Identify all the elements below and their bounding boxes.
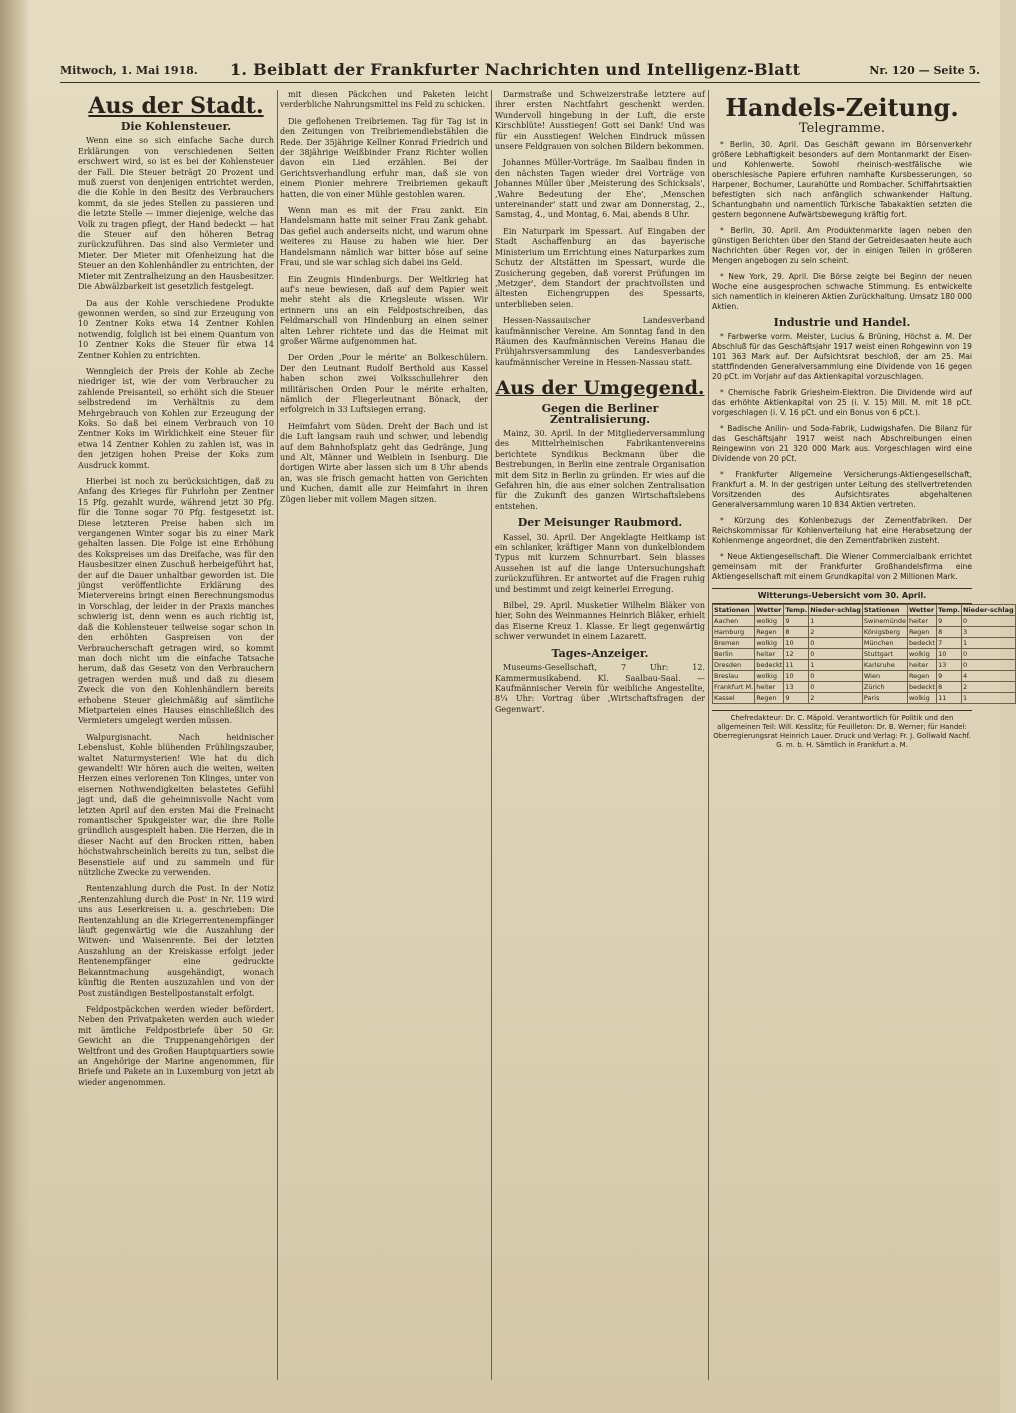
- weather-row: [713, 649, 1016, 660]
- weather-cell: 1: [809, 660, 863, 671]
- weather-cell: 3: [961, 627, 1015, 638]
- header-title: 1. Beiblatt der Frankfurter Nachrichten und Intelligenz-Blatt: [230, 60, 801, 79]
- article-paragraph: Die geflohenen Treibriemen. Tag für Tag ist in den Zeitungen von Treibriemendiebstählen die Rede. Der 35jährige Kellner Konrad Friedrich und der 38jährige Weißbinder Franz Richter wollen davon ein Lied erzählen. Bei der Gerichtsverhandlung erfuhr man, daß sie von einem Pionier mehrere Treibriemen gekauft hatten, die von einer Mühle gestohlen waren.: [280, 116, 488, 199]
- article-heading: Der Meisunger Raubmord.: [517, 516, 683, 530]
- weather-cell: 12: [784, 649, 809, 660]
- weather-cell: 8: [784, 627, 809, 638]
- article-paragraph: Feldpostpäckchen werden wieder befördert. Neben den Privatpaketen werden auch wieder mit ämtliche Feldpostbriefe über 50 Gr. Gewicht an die Truppenangehörigen der Weltfront und des Großen Hauptquartiers sowie an Angehörige der Marine angenommen, für Briefe und Pakete an in Luxemburg von jetzt ab wieder angenommen.: [78, 1004, 275, 1087]
- weather-cell: 0: [809, 638, 863, 649]
- weather-cell: 9: [937, 671, 962, 682]
- weather-cell: 13: [784, 682, 809, 693]
- weather-cell: Stuttgart: [862, 649, 907, 660]
- weather-cell: Frankfurt M.: [714, 683, 754, 691]
- weather-cell: 0: [809, 649, 863, 660]
- article-paragraph: Hierbei ist noch zu berücksichtigen, daß zu Anfang des Krieges für Fuhrlohn per Zentner 15 Pfg. gezahlt wurde, während jetzt 30 Pfg. für die Tonne sogar 70 Pfg. festgesetzt ist. Diese letzteren Preise haben sich im vergangenen Winter sogar bis zu einer Mark gehalten lassen. Die Folge ist eine Erhöhung des Kokspreises um das Dreifache, was für den Hausbesitzer einen Zuschuß herbeigeführt hat, der auf die Dauer unhaltbar geworden ist. Die jüngst veröffentlichte Erklärung des Mietervereins bringt einen Berechnungsmodus in Vorschlag, der leider in der Praxis manches schwierig ist, denn wenn es auch richtig ist, daß die Kohlensteuer teilweise sogar schon in den erhöhten Gaspreisen von der Verbraucherschaft getragen wird, so kommt man doch nicht um die einfache Tatsache herum, daß das Gesetz von den Verbrauchern getragen werden muß und daß zu diesem Zweck die von den Kohlenhändlern bereits erhobene Steuer gleichmäßig auf sämtliche Mietparteien eines Hauses einschließlich des Vermieters umgelegt werden müssen.: [78, 477, 274, 726]
- article-paragraph: Wenn man es mit der Frau zankt. Ein Handelsmann hatte mit seiner Frau Zank gehabt. Das gefiel auch anderseits nicht, und warum ohne weiteres zu Hause zu haben wie hier. Der Handelsmann nämlich war bitter böse auf seine Frau, und sie war schlag sich dabei ins Geld.: [280, 206, 488, 268]
- weather-cell: bedeckt: [908, 683, 936, 691]
- weather-cell: Bremen: [713, 638, 755, 649]
- article-paragraph: Der Orden ‚Pour le mérite' an Bolkeschülern. Der den Leutnant Rudolf Berthold aus Kassel haben schon zwei Volksschullehrer den militärischen Orden Pour le mérite erhalten, nämlich der Fliegerleutnant Bönack, der erfolgreich in 33 Luftsiegen errang.: [280, 353, 488, 415]
- weather-cell: 10: [784, 638, 809, 649]
- weather-cell: bedeckt: [756, 661, 783, 669]
- weather-header-cell: Wetter: [907, 605, 936, 616]
- column-business-news: [712, 90, 1014, 1380]
- column-region-news: [495, 90, 705, 1380]
- weather-cell: 2: [961, 682, 1015, 693]
- business-subtitle: Telegramme.: [799, 121, 885, 136]
- weather-row: [713, 693, 1016, 704]
- article-paragraph: Wenn eine so sich einfache Sache durch Erklärungen von verschiedenen Seiten erschwert wird, so ist es bei der Kohlensteuer der Fall. Die Steuer beträgt 20 Prozent und muß zuerst von denjenigen entrichtet werden, die die Kohle in den Besitz des Verbrauchers kommt, da sie jedes Stellen zu passieren und die letzte Stelle — immer diejenige, welche das Volk zu tragen pflegt, der Hand bedeckt — hat die Steuer auf den höheren Betrag zurückzuführen. Das sind also Vermieter und Mieter. Der Mieter mit Ofenheizung hat die Steuer an den Kohlenhändler zu entrichten, der Mieter mit Zentralheizung an den Hausbesitzer. Die Abwälzbarkeit ist gesetzlich festgelegt.: [78, 136, 274, 292]
- weather-header-cell: Stationen: [713, 605, 755, 616]
- weather-cell: Königsberg: [862, 627, 907, 638]
- article-heading: Gegen die Berliner Zentralisierung.: [541, 402, 659, 426]
- weather-cell: 8: [937, 682, 962, 693]
- section-heading: Aus der Umgegend.: [495, 377, 705, 400]
- weather-cell: 10: [937, 649, 962, 660]
- weather-cell: 1: [961, 693, 1015, 704]
- article-paragraph: * Berlin, 30. April. Das Geschäft gewann im Börsenverkehr größere Lebhaftigkeit besonders auf dem Montanmarkt der Eisen- und Kohlenwerte. Sowohl rheinisch-westfälische wie oberschlesische Papiere erfuhren namhafte Kursbesserungen, so Harpener, Bochumer, Laurahütte und Rombacher. Schiffahrtsaktien befestigten sich nach anfänglich schwankender Haltung. Schantungbahn und namentlich Türkische Tabakaktien setzten die gestern begonnene Aufwärtsbewegung kräftig fort.: [712, 140, 972, 219]
- weather-cell: Dresden: [713, 660, 755, 671]
- weather-cell: Regen: [755, 627, 784, 638]
- article-paragraph: Rentenzahlung durch die Post. In der Notiz ‚Rentenzahlung durch die Post' in Nr. 119 wird uns aus Leserkreisen u. a. geschrieben: Die Rentenzahlung an die Kriegerrentenempfänger läuft gegenwärtig wie die Auszahlung der Witwen- und Waisenrente. Bei der letzten Auszahlung an der Kreiskasse erfolgt jeder Rentenempfänger eine gedruckte Bekanntmachung ausgehändigt, wonach künftig die Renten auszuzahlen und von der Post zuständigen Bestellpostanstalt erfolgt.: [78, 884, 274, 998]
- article-paragraph: mit diesen Päckchen und Paketen leicht verderbliche Nahrungsmittel ins Feld zu schicken.: [280, 90, 488, 110]
- weather-cell: 8: [937, 627, 962, 638]
- article-paragraph: Mainz, 30. April. In der Mitgliederversammlung des Mittelrheinischen Fabrikantenvereins berichtete Syndikus Beckmann über die Bestrebungen, in Berlin eine zentrale Organisation mit dem Sitz in Berlin zu gründen. Er wies auf die Gefahren hin, die aus einer solchen Zentralisation für die Zukunft des ganzen Wirtschaftslebens entstehen.: [495, 428, 705, 511]
- article-paragraph: Kassel, 30. April. Der Angeklagte Heitkamp ist ein schlanker, kräftiger Mann von dunkelblondem Typus mit kurzem Schnurrbart. Sein blasses Aussehen ist auf die lange Untersuchungshaft zurückzuführen. Er antwortet auf die Fragen ruhig und bestimmt und zeigt keinerlei Erregung.: [495, 532, 705, 594]
- weather-cell: 1: [961, 638, 1015, 649]
- imprint: Chefredakteur: Dr. C. Mäpold. Verantwortlich für Politik und den allgemeinen Teil: Will. Kesslitz; für Feuilleton: Dr. B. Werner; für Handel: Oberregierungsrat Heinrich Lauer. Druck und Verlag: Fr. J. Gollwald Nachf. G. m. b. H. Sämtlich in Frankfurt a. M.: [712, 710, 972, 750]
- weather-cell: Zürich: [862, 682, 907, 693]
- weather-header-cell: Temp.: [938, 606, 960, 614]
- weather-table: [712, 604, 1016, 704]
- weather-row: [713, 616, 1016, 627]
- weather-cell: Paris: [862, 693, 907, 704]
- weather-cell: Swinemünde: [863, 617, 906, 625]
- weather-cell: heiter: [907, 660, 936, 671]
- article-paragraph: Museums-Gesellschaft, 7 Uhr: 12. Kammermusikabend. Kl. Saalbau-Saal. — Kaufmännischer Verein für weibliche Angestellte, 8¼ Uhr: Vortrag über ‚Wirtschaftsfragen der Gegenwart'.: [495, 663, 705, 714]
- article-paragraph: * Neue Aktiengesellschaft. Die Wiener Commercialbank errichtet gemeinsam mit der Frankfurter Großhandelsfirma eine Aktiengesellschaft mit einem Grundkapital von 2 Millionen Mark.: [712, 552, 972, 581]
- business-section-title: Handels-Zeitung.: [725, 93, 959, 122]
- weather-cell: 0: [809, 671, 863, 682]
- weather-cell: heiter: [755, 682, 784, 693]
- page-header: [60, 60, 980, 83]
- weather-header-cell: Nieder-schlag: [962, 606, 1014, 614]
- article-paragraph: * Berlin, 30. April. Am Produktenmarkte lagen neben den günstigen Berichten über den Stand der Getreidesaaten heute auch Nachrichten über Regen vor, der in einigen Teilen in größeren Mengen angebogen zu sein scheint.: [712, 226, 972, 265]
- article-paragraph: Wenngleich der Preis der Kohle ab Zeche niedriger ist, wie der vom Verbraucher zu zahlende Preisanteil, so erhöht sich die Steuer selbstredend im Verhältnis zu dem Mehrgebrauch von Kohlen zur Erzeugung der Koks. So daß bei einem Verbrauch von 10 Zentner Koks im Wirklichkeit eine Steuer für etwa 14 Zentner Kohlen zu zahlen ist, was in den jetzigen hohen Preise der Koks zum Ausdruck kommt.: [78, 366, 274, 470]
- weather-header-cell: Wetter: [755, 605, 784, 616]
- weather-header-cell: Stationen: [862, 605, 907, 616]
- weather-cell: Kassel: [713, 693, 755, 704]
- article-heading: Die Kohlensteuer.: [120, 120, 232, 133]
- weather-row: [713, 671, 1016, 682]
- article-heading: Tages-Anzeiger.: [551, 646, 649, 660]
- article-paragraph: Ein Naturpark im Spessart. Auf Eingaben der Stadt Aschaffenburg an das bayerische Ministerium um Errichtung eines Naturparkes zum Schutz der Altstätten im Spessart, wurde die Zusicherung gegeben, daß vorerst Prüfungen im ‚Metzger', dem Standort der prachtvollsten und ältesten Eichengruppen des Spessarts, unterblieben seien.: [495, 226, 705, 309]
- article-paragraph: * Farbwerke vorm. Meister, Lucius & Brüning, Höchst a. M. Der Abschluß für das Geschäftsjahr 1917 weist einen Rohgewinn von 19 101 363 Mark auf. Der Aufsichtsrat beschloß, der am 25. Mai stattfindenden Generalversammlung eine Dividende von 16 gegen 20 pCt. im Vorjahr auf das Aktienkapital vorzuschlagen.: [712, 332, 972, 381]
- weather-cell: Breslau: [713, 671, 755, 682]
- weather-cell: Hamburg: [713, 627, 755, 638]
- weather-cell: 0: [961, 660, 1015, 671]
- weather-row: [713, 682, 1016, 693]
- weather-cell: Karlsruhe: [862, 660, 907, 671]
- weather-cell: 11: [784, 660, 809, 671]
- weather-cell: 9: [784, 616, 809, 627]
- article-paragraph: * New York, 29. April. Die Börse zeigte bei Beginn der neuen Woche eine ausgesprochen schwache Stimmung. Es entwickelte sich namentlich in kleineren Aktien Zurückhaltung. Umsatz 180 000 Aktien.: [712, 272, 972, 311]
- article-paragraph: Heimfahrt vom Süden. Dreht der Bach und ist die Luft langsam rauh und schwer, und lebendig auf dem Bahnhofsplatz geht das Gedränge, Jung und Alt, Männer und Weiblein in Isenburg. Die dortigen Wirte aber lassen sich um 8 Uhr abends an, was sie frisch gemacht hatten von Gerichten und Kuchen, damit alle zur Heimfahrt in ihren Zügen lieber mit vollem Magen sitzen.: [280, 421, 488, 504]
- header-page-number: Nr. 120 — Seite 5.: [869, 64, 980, 77]
- column-rule: [491, 90, 492, 1380]
- weather-cell: 0: [961, 649, 1015, 660]
- article-paragraph: * Chemische Fabrik Griesheim-Elektron. Die Dividende wird auf das erhöhte Aktienkapital von 25 (i. V. 15) Mill. M. mit 18 pCt. vorgeschlagen (i. V. 16 pCt. und ein Bonus von 6 pCt.).: [712, 388, 972, 417]
- weather-cell: heiter: [907, 616, 936, 627]
- weather-cell: wolkig: [755, 638, 784, 649]
- weather-header-row: [713, 605, 1016, 616]
- column-city-news: [78, 90, 274, 1380]
- weather-cell: 0: [809, 682, 863, 693]
- weather-cell: 11: [937, 693, 962, 704]
- weather-header-cell: Temp.: [785, 606, 808, 614]
- weather-cell: Wien: [862, 671, 907, 682]
- weather-cell: heiter: [755, 649, 784, 660]
- header-date: Mitwoch, 1. Mai 1918.: [60, 64, 198, 77]
- weather-cell: Berlin: [713, 649, 755, 660]
- weather-cell: Regen: [755, 693, 784, 704]
- weather-cell: 0: [961, 616, 1015, 627]
- weather-cell: 2: [809, 627, 863, 638]
- weather-cell: 9: [784, 693, 809, 704]
- weather-cell: 1: [809, 616, 863, 627]
- page-edge-shadow: [0, 0, 30, 1413]
- article-paragraph: Da aus der Kohle verschiedene Produkte gewonnen werden, so sind zur Erzeugung von 10 Zentner Koks etwa 14 Zentner Kohlen notwendig, folglich ist bei einem Quantum von 10 Zentner Koks die Steuer für etwa 14 Zentner Kohlen zu entrichten.: [78, 298, 274, 360]
- article-paragraph: * Badische Anilin- und Soda-Fabrik, Ludwigshafen. Die Bilanz für das Geschäftsjahr 1917 weist nach Abschreibungen einen Reingewinn von 21 320 000 Mark aus. Vorgeschlagen wird eine Dividende von 20 pCt.: [712, 424, 972, 463]
- weather-cell: 13: [937, 660, 962, 671]
- weather-row: [713, 627, 1016, 638]
- article-paragraph: * Kürzung des Kohlenbezugs der Zementfabriken. Der Reichskommissar für Kohlenverteilung hat eine Herabsetzung der Kohlenmenge angeordnet, die den Zementfabriken zusteht.: [712, 516, 972, 545]
- weather-row: [713, 660, 1016, 671]
- weather-cell: wolkig: [755, 671, 784, 682]
- weather-row: [713, 638, 1016, 649]
- weather-cell: 9: [937, 616, 962, 627]
- weather-cell: München: [862, 638, 907, 649]
- column-city-news-continued: [280, 90, 488, 1380]
- column-rule: [708, 90, 709, 1380]
- weather-cell: wolkig: [755, 616, 784, 627]
- article-paragraph: Hessen-Nassauischer Landesverband kaufmännischer Vereine. Am Sonntag fand in den Räumen des Kaufmännischen Vereins Hanau die Frühjahrsversammlung des Landesverbandes kaufmännischer Vereine in Hessen-Nassau statt.: [495, 316, 705, 367]
- article-paragraph: Walpurgisnacht. Nach heidnischer Lebenslust, Kohle blühenden Frühlingszauber, waltet Naturmysterien! Wie hat du dich gewandelt! Wir hören auch die weiten, weiten Herzen eines verlorenen Ton Klinges, unter von eisernen Nothwendigkeiten belastetes Gefühl jagt und, daß die geheimnisvolle Nacht vom letzten April auf den ersten Mai die Freinacht romantischer Spukgeister war, die ihre Rolle gründlich ausgespielt haben. Die Herzen, die in dieser Nacht auf den Brocken ritten, haben höchstwahrscheinlich bereits zu tun, selbst die Besenstiele auf und zu sammeln und für nützliche Zwecke zu verwenden.: [78, 732, 274, 878]
- article-heading: Industrie und Handel.: [773, 316, 911, 329]
- article-paragraph: Johannes Müller-Vorträge. Im Saalbau finden in den nächsten Tagen wieder drei Vorträge von Johannes Müller über ‚Meisterung des Schicksals', ‚Wahre Bedeutung der Ehe', ‚Menschen untereinander' statt und zwar am Donnerstag, 2., Samstag, 4., und Montag, 6. Mai, abends 8 Uhr.: [495, 158, 705, 220]
- weather-cell: 7: [937, 638, 962, 649]
- article-paragraph: Ein Zeugnis Hindenburgs. Der Weltkrieg hat auf's neue bewiesen, daß auf dem Papier weit mehr steht als die Kriegsleute wissen. Wir erinnern uns an ein Feldpostschreiben, das Feldmarschall von Hindenburg an einen seiner alten Lehrer richtete und das die Heimat mit großer Wärme aufgenommen hat.: [280, 274, 488, 346]
- weather-overview: [712, 588, 1014, 704]
- weather-cell: Aachen: [713, 616, 755, 627]
- article-paragraph: Bilbel, 29. April. Musketier Wilhelm Bläker von hier, Sohn des Weinmannes Heinrich Bläker, erhielt das Eiserne Kreuz 1. Klasse. Er liegt gegenwärtig schwer verwundet in einem Lazarett.: [495, 601, 705, 642]
- column-rule: [277, 90, 278, 1380]
- weather-cell: 10: [784, 671, 809, 682]
- weather-cell: 4: [961, 671, 1015, 682]
- weather-cell: wolkig: [907, 649, 936, 660]
- weather-title: Witterungs-Uebersicht vom 30. April.: [712, 588, 972, 604]
- weather-header-cell: Nieder-schlag: [810, 606, 861, 614]
- article-paragraph: * Frankfurter Allgemeine Versicherungs-Aktiengesellschaft, Frankfurt a. M. In der gestrigen unter Leitung des stellvertretenden Vorsitzenden des Aufsichtsrates abgehaltenen Generalversammlung waren 10 834 Aktien vertreten.: [712, 470, 972, 509]
- section-heading: Aus der Stadt.: [88, 93, 264, 119]
- weather-cell: bedeckt: [908, 639, 936, 647]
- article-paragraph: Darmstraße und Schweizerstraße letztere auf ihrer ersten Nachtfahrt geschenkt werden. Wundervoll hingebung in der Luft, die erste Kirschblüte! Ausstiegen! Gott sei Dank! Und was für ein Ausstiegen! Welchen Eindruck müssen unsere Feldgrauen von solchen Bildern bekommen.: [495, 90, 705, 152]
- weather-cell: Regen: [907, 627, 936, 638]
- weather-cell: 2: [809, 693, 863, 704]
- weather-cell: Regen: [907, 671, 936, 682]
- weather-cell: wolkig: [907, 693, 936, 704]
